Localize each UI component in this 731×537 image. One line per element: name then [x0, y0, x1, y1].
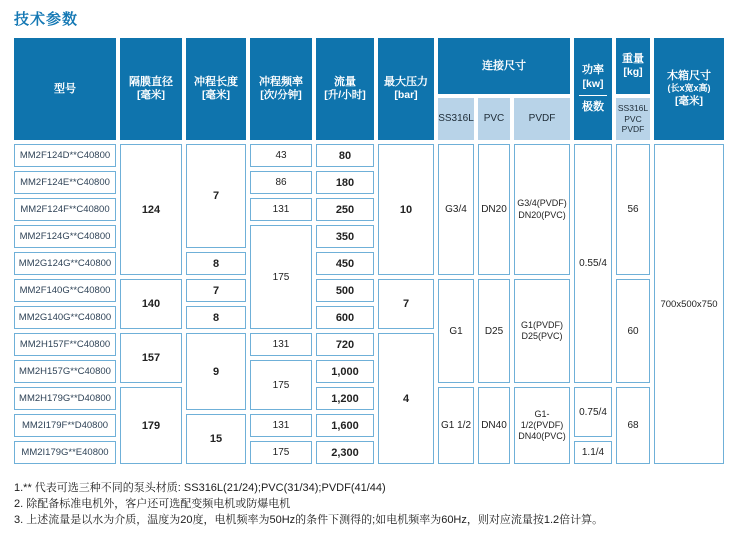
- subheader-weight-materials: SS316L PVC PVDF: [616, 98, 650, 140]
- diameter-cell: 124: [120, 144, 182, 275]
- conn-pvc-cell: D25: [478, 279, 510, 383]
- weight-cell: 68: [616, 387, 650, 464]
- diameter-cell: 179: [120, 387, 182, 464]
- conn-ss316l-cell: G1: [438, 279, 474, 383]
- col-header-box-size: 木箱尺寸 (长x宽x高) [毫米]: [654, 38, 724, 140]
- col-header-model: 型号: [14, 38, 116, 140]
- page-title: 技术参数: [14, 11, 79, 28]
- col-header-diaphragm: 隔膜直径 [毫米]: [120, 38, 182, 140]
- flow-cell: 1,200: [316, 387, 374, 410]
- flow-cell: 500: [316, 279, 374, 302]
- power-cell: 0.75/4: [574, 387, 612, 437]
- stroke-length-cell: 8: [186, 252, 246, 275]
- flow-cell: 350: [316, 225, 374, 248]
- footnote-3: 3. 上述流量是以水为介质，温度为20度，电机频率为50Hz的条件下测得的;如电机频率为60Hz，则对应流量按1.2倍计算。: [14, 514, 604, 526]
- conn-pvc-cell: DN20: [478, 144, 510, 275]
- conn-ss316l-cell: G1 1/2: [438, 387, 474, 464]
- col-header-max-pressure: 最大压力 [bar]: [378, 38, 434, 140]
- conn-pvdf-cell: G3/4(PVDF) DN20(PVC): [514, 144, 570, 275]
- model-cell: MM2I179F**D40800: [14, 414, 116, 437]
- flow-cell: 80: [316, 144, 374, 167]
- col-header-connection-size: 连接尺寸: [438, 38, 570, 94]
- model-cell: MM2I179G**E40800: [14, 441, 116, 464]
- stroke-length-cell: 7: [186, 144, 246, 248]
- pressure-cell: 4: [378, 333, 434, 464]
- weight-cell: 56: [616, 144, 650, 275]
- col-header-power-poles: 功率 [kw] 极数: [574, 38, 612, 140]
- footnote-1: 1.** 代表可选三种不同的泵头材质: SS316L(21/24);PVC(31/34);PVDF(41/44): [14, 482, 386, 494]
- conn-pvc-cell: DN40: [478, 387, 510, 464]
- flow-cell: 450: [316, 252, 374, 275]
- model-cell: MM2F140G**C40800: [14, 279, 116, 302]
- model-cell: MM2H157G**C40800: [14, 360, 116, 383]
- box-size-cell: 700x500x750: [654, 144, 724, 464]
- model-cell: MM2H179G**D40800: [14, 387, 116, 410]
- stroke-length-cell: 8: [186, 306, 246, 329]
- model-cell: MM2F124G**C40800: [14, 225, 116, 248]
- col-header-flow: 流量 [升/小时]: [316, 38, 374, 140]
- col-header-stroke-length: 冲程长度 [毫米]: [186, 38, 246, 140]
- conn-pvdf-cell: G1(PVDF) D25(PVC): [514, 279, 570, 383]
- flow-cell: 1,000: [316, 360, 374, 383]
- power-cell: 0.55/4: [574, 144, 612, 383]
- frequency-cell: 175: [250, 360, 312, 410]
- pressure-cell: 7: [378, 279, 434, 329]
- frequency-cell: 86: [250, 171, 312, 194]
- flow-cell: 2,300: [316, 441, 374, 464]
- col-header-stroke-frequency: 冲程频率 [次/分钟]: [250, 38, 312, 140]
- col-header-weight: 重量 [kg]: [616, 38, 650, 94]
- model-cell: MM2F124F**C40800: [14, 198, 116, 221]
- flow-cell: 720: [316, 333, 374, 356]
- spec-table: [14, 38, 724, 464]
- subheader-pvc: PVC: [478, 98, 510, 140]
- frequency-cell: 175: [250, 225, 312, 329]
- conn-ss316l-cell: G3/4: [438, 144, 474, 275]
- flow-cell: 600: [316, 306, 374, 329]
- frequency-cell: 43: [250, 144, 312, 167]
- power-cell: 1.1/4: [574, 441, 612, 464]
- diameter-cell: 140: [120, 279, 182, 329]
- flow-cell: 180: [316, 171, 374, 194]
- frequency-cell: 131: [250, 333, 312, 356]
- stroke-length-cell: 9: [186, 333, 246, 410]
- weight-cell: 60: [616, 279, 650, 383]
- footnotes: [14, 480, 724, 528]
- frequency-cell: 131: [250, 414, 312, 437]
- stroke-length-cell: 15: [186, 414, 246, 464]
- stroke-length-cell: 7: [186, 279, 246, 302]
- pressure-cell: 10: [378, 144, 434, 275]
- frequency-cell: 175: [250, 441, 312, 464]
- subheader-ss316l: SS316L: [438, 98, 474, 140]
- flow-cell: 1,600: [316, 414, 374, 437]
- model-cell: MM2G124G**C40800: [14, 252, 116, 275]
- conn-pvdf-cell: G1-1/2(PVDF) DN40(PVC): [514, 387, 570, 464]
- model-cell: MM2F124D**C40800: [14, 144, 116, 167]
- frequency-cell: 131: [250, 198, 312, 221]
- diameter-cell: 157: [120, 333, 182, 383]
- model-cell: MM2H157F**C40800: [14, 333, 116, 356]
- header-divider: [579, 95, 607, 96]
- subheader-pvdf: PVDF: [514, 98, 570, 140]
- footnote-2: 2. 除配备标准电机外，客户还可选配变频电机或防爆电机: [14, 498, 291, 510]
- model-cell: MM2F124E**C40800: [14, 171, 116, 194]
- model-cell: MM2G140G**C40800: [14, 306, 116, 329]
- flow-cell: 250: [316, 198, 374, 221]
